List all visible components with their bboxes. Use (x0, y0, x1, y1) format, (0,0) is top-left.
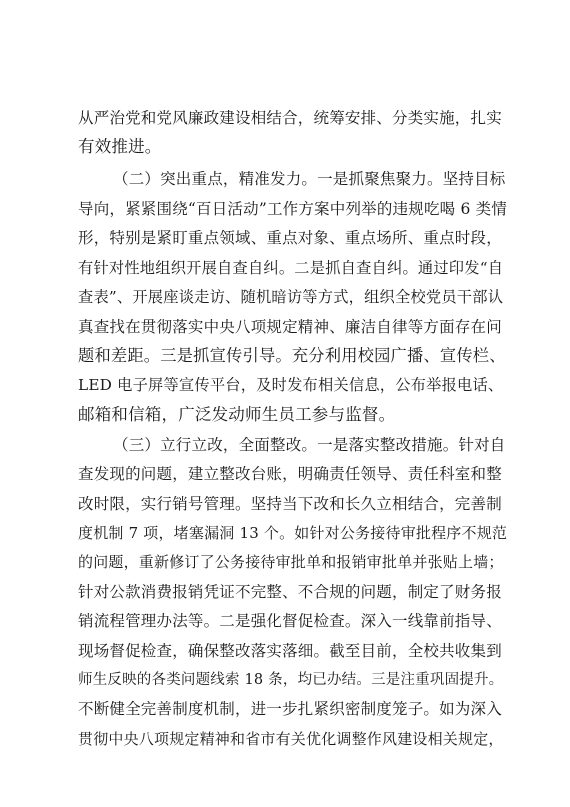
text-line: 邮箱和信箱，广泛发动师生员工参与监督。 (78, 405, 396, 424)
text-line: 度机制 7 项，堵塞漏洞 13 个。如针对公务接待审批程序不规范 (78, 524, 508, 542)
text-line: 导向，紧紧围绕“百日活动”工作方案中列举的违规吃喝 6 类情 (78, 200, 508, 218)
text-line: 查表”、开展座谈走访、随机暗访等方式，组织全校党员干部认 (78, 288, 504, 306)
text-line: （二）突出重点，精准发力。一是抓聚焦聚力。坚持目标 (113, 170, 506, 188)
text-line: 改时限，实行销号管理。坚持当下改和长久立相结合，完善制 (78, 495, 502, 513)
text-line: 针对公款消费报销凭证不完整、不合规的问题，制定了财务报 (78, 583, 502, 601)
text-line: 师生反映的各类问题线索 18 条，均已办结。三是注重巩固提升。 (78, 672, 504, 688)
text-line: 查发现的问题，建立整改台账，明确责任领导、责任科室和整 (78, 465, 502, 483)
text-line: 真查找在贯彻落实中央八项规定精神、廉洁自律等方面存在问 (78, 318, 502, 336)
text-line: 贯彻中央八项规定精神和省市有关优化调整作风建设相关规定， (78, 730, 504, 748)
text-line: 从严治党和党风廉政建设相结合，统筹安排、分类实施，扎实 (78, 109, 502, 127)
text-line: 现场督促检查，确保整改落实落细。截至目前，全校共收集到 (78, 642, 502, 660)
text-line: 不断健全完善制度机制，进一步扎紧织密制度笼子。如为深入 (78, 700, 502, 718)
text-line: 题和差距。三是抓宣传引导。充分利用校园广播、宣传栏、 (78, 346, 506, 365)
text-line: 有效推进。 (78, 137, 162, 156)
text-line: 有针对性地组织开展自查自纠。二是抓自查自纠。通过印发“自 (78, 259, 504, 277)
text-line: LED 电子屏等宣传平台，及时发布相关信息，公布举报电话、 (78, 376, 504, 394)
text-line: 销流程管理办法等。二是强化督促检查。深入一线靠前指导、 (78, 612, 502, 630)
text-line: （三）立行立改，全面整改。一是落实整改措施。针对自 (113, 436, 506, 454)
text-line: 形，特别是紧盯重点领域、重点对象、重点场所、重点时段， (78, 229, 502, 247)
text-line: 的问题，重新修订了公务接待审批单和报销审批单并张贴上墙； (78, 553, 504, 571)
